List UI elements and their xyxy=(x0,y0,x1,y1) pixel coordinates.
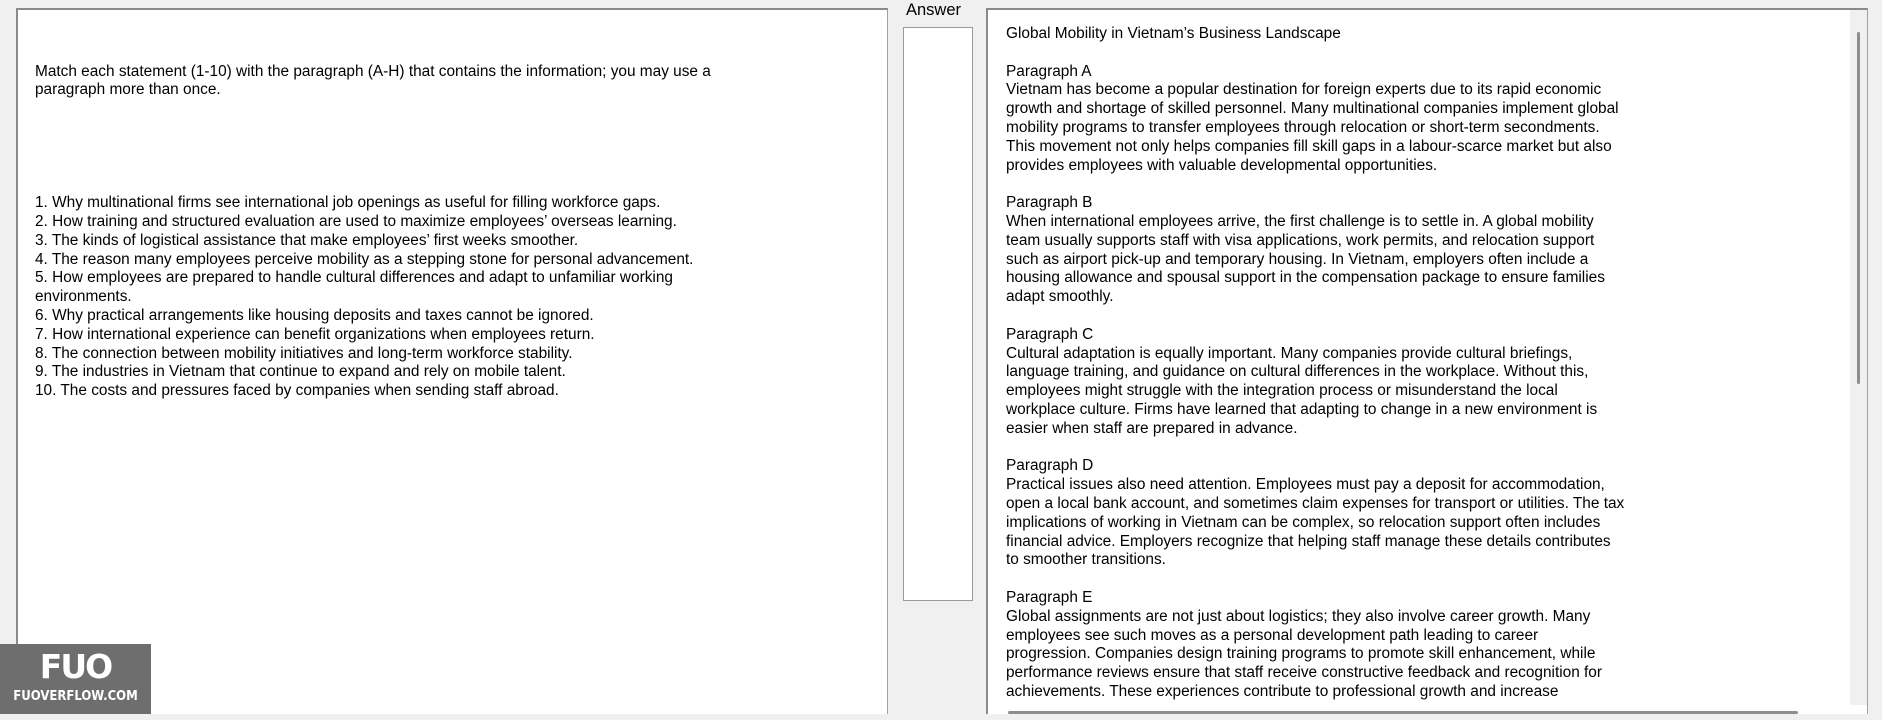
statement-item: 2. How training and structured evaluation are used to maximize employees’ overseas learning. xyxy=(35,212,677,230)
statement-list xyxy=(35,194,715,401)
paragraph-line: progression. Companies design training programs to promote skill enhancement, while xyxy=(1006,645,1596,663)
question-textbox[interactable] xyxy=(16,8,888,714)
statement-item: 5. How employees are prepared to handle cultural differences and adapt to unfamiliar working environments. xyxy=(35,269,678,306)
statement-item: 7. How international experience can benefit organizations when employees return. xyxy=(35,325,595,343)
statement-item: 6. Why practical arrangements like housing deposits and taxes cannot be ignored. xyxy=(35,306,594,324)
horizontal-scrollbar[interactable] xyxy=(1008,709,1814,714)
statement-item: 4. The reason many employees perceive mobility as a stepping stone for personal advancement. xyxy=(35,250,694,268)
statement-item: 8. The connection between mobility initiatives and long-term workforce stability. xyxy=(35,344,573,362)
logo-site: FUOVERFLOW.COM xyxy=(13,689,138,704)
answer-input[interactable] xyxy=(903,27,973,601)
vertical-scroll-thumb[interactable] xyxy=(1857,32,1860,384)
article-content xyxy=(1006,25,1706,720)
paragraph-line: achievements. These experiences contribute to professional growth and increase xyxy=(1006,682,1559,700)
article-paragraph xyxy=(1006,457,1706,570)
statement-item: 10. The costs and pressures faced by companies when sending staff abroad. xyxy=(35,382,559,400)
statement-item: 3. The kinds of logistical assistance that make employees’ first weeks smoother. xyxy=(35,231,579,249)
paragraph-heading: Paragraph B xyxy=(1006,194,1093,212)
paragraph-line: mobility programs to transfer employees through relocation or short-term secondments. xyxy=(1006,118,1600,136)
paragraph-line: adapt smoothly. xyxy=(1006,288,1114,306)
article-paragraph xyxy=(1006,326,1706,439)
paragraph-heading: Paragraph E xyxy=(1006,588,1093,606)
paragraph-list xyxy=(1006,63,1706,702)
statement-item: 1. Why multinational firms see international job openings as useful for filling workforce gaps. xyxy=(35,194,661,212)
paragraph-line: such as airport pick-up and temporary housing. In Vietnam, employers often include a xyxy=(1006,250,1589,268)
article-paragraph xyxy=(1006,63,1706,176)
fuoverflow-logo xyxy=(0,644,151,714)
paragraph-line: housing allowance and spousal support in the compensation package to ensure families xyxy=(1006,269,1605,287)
paragraph-heading: Paragraph C xyxy=(1006,325,1094,343)
paragraph-line: Practical issues also need attention. Employees must pay a deposit for accommodation, xyxy=(1006,476,1605,494)
paragraph-line: financial advice. Employers recognize that helping staff manage these details contributes xyxy=(1006,532,1611,550)
paragraph-line: team usually supports staff with visa applications, work permits, and relocation support xyxy=(1006,231,1595,249)
vertical-scrollbar[interactable] xyxy=(1850,10,1867,705)
paragraph-line: growth and shortage of skilled personnel. Many multinational companies implement global xyxy=(1006,100,1619,118)
question-text xyxy=(35,25,715,439)
paragraph-line: Global assignments are not just about logistics; they also involve career growth. Many xyxy=(1006,607,1591,625)
instructions: Match each statement (1-10) with the paragraph (A-H) that contains the information; you may use a paragraph more than once. xyxy=(35,62,716,99)
article-paragraph xyxy=(1006,589,1706,702)
paragraph-line: employees see such moves as a personal development path leading to career xyxy=(1006,626,1539,644)
paragraph-heading: Paragraph D xyxy=(1006,457,1094,475)
paragraph-line: language training, and guidance on cultural differences in the workplace. Without this, xyxy=(1006,363,1589,381)
paragraph-line: workplace culture. Firms have learned that adapting to change in a new environment is xyxy=(1006,400,1598,418)
paragraph-line: to smoother transitions. xyxy=(1006,551,1166,569)
paragraph-line: provides employees with valuable developmental opportunities. xyxy=(1006,156,1438,174)
paragraph-line: Cultural adaptation is equally important. Many companies provide cultural briefings, xyxy=(1006,344,1573,362)
statement-item: 9. The industries in Vietnam that continue to expand and rely on mobile talent. xyxy=(35,363,566,381)
paragraph-line: Vietnam has become a popular destination for foreign experts due to its rapid economic xyxy=(1006,81,1602,99)
article-title: Global Mobility in Vietnam’s Business Landscape xyxy=(1006,25,1341,42)
paragraph-line: When international employees arrive, the first challenge is to settle in. A global mobility xyxy=(1006,212,1594,230)
article-paragraph xyxy=(1006,194,1706,307)
paragraph-line: performance reviews ensure that staff receive constructive feedback and recognition for xyxy=(1006,664,1602,682)
paragraph-line: This movement not only helps companies fill skill gaps in a labour-scarce market but also xyxy=(1006,137,1612,155)
answer-label: Answer xyxy=(906,1,962,19)
article-textbox[interactable] xyxy=(986,8,1868,714)
paragraph-line: employees might struggle with the integration process or misunderstand the local xyxy=(1006,382,1558,400)
paragraph-line: open a local bank account, and sometimes claim expenses for transport or utilities. The tax xyxy=(1006,494,1625,512)
paragraph-line: implications of working in Vietnam can be complex, so relocation support often includes xyxy=(1006,513,1601,531)
logo-mark: FUO xyxy=(39,647,112,686)
paragraph-heading: Paragraph A xyxy=(1006,62,1092,80)
paragraph-line: easier when staff are prepared in advance. xyxy=(1006,419,1298,437)
